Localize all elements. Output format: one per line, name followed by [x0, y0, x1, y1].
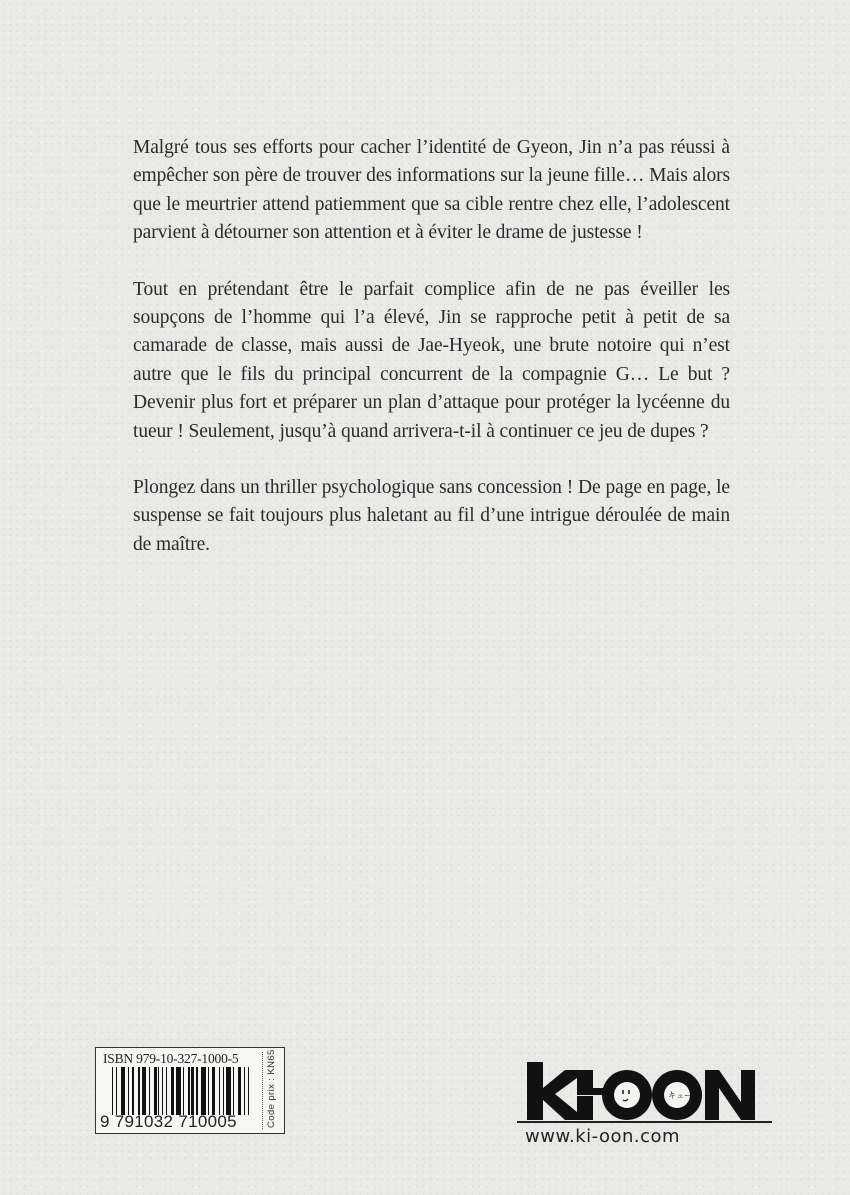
barcode-bar — [219, 1067, 220, 1115]
logo-badge: キューン — [668, 1091, 700, 1100]
barcode-bar — [223, 1067, 224, 1115]
barcode-bar — [116, 1067, 117, 1115]
blurb-paragraph: Tout en prétendant être le parfait complice afin de ne pas éveiller les soupçons de l’homme qui l’a élevé, Jin se rapproche petit à petit de sa camarade de classe, mais aussi de Jae-Hyeok, une brute notoire qui n’est autre que le fils du principal concurrent de la compagnie G… Le but ? Devenir plus fort et préparer un plan d’attaque pour protéger la lycéenne du tueur ! Seulement, jusqu’à quand arrivera-t-il à continuer ce jeu de dupes ? — [133, 278, 730, 442]
barcode-bar — [183, 1067, 184, 1115]
logo-underline — [517, 1121, 772, 1123]
isbn-label: ISBN 979-10-327-1000-5 — [103, 1051, 239, 1066]
ki-oon-logo-icon — [527, 1058, 767, 1124]
publisher-website[interactable]: www.ki-oon.com — [525, 1126, 681, 1147]
barcode-bar — [171, 1067, 174, 1115]
barcode-bar — [142, 1067, 146, 1115]
back-cover-blurb — [133, 134, 730, 587]
barcode-bar — [238, 1067, 241, 1115]
barcode-bar — [162, 1067, 163, 1115]
barcode-digits: 9 791032 710005 — [100, 1112, 237, 1131]
barcode-bar — [188, 1067, 189, 1115]
barcode-bar — [201, 1067, 205, 1115]
barcode-bar — [233, 1067, 234, 1115]
barcode-bar — [132, 1067, 135, 1115]
barcode-bar — [138, 1067, 139, 1115]
barcode-bar — [176, 1067, 180, 1115]
price-code: Code prix : KN65 — [266, 1049, 277, 1128]
blurb-paragraph: Plongez dans un thriller psychologique sans concession ! De page en page, le suspense se fait toujours plus haletant au fil d’une intrigue déroulée de main de maître. — [133, 477, 730, 555]
publisher-logo — [527, 1058, 767, 1128]
barcode-bar — [121, 1067, 125, 1115]
barcode-bar — [196, 1067, 197, 1115]
barcode-bar — [212, 1067, 215, 1115]
barcode-bar — [244, 1067, 245, 1115]
barcode-bar — [166, 1067, 167, 1115]
barcode-bar — [226, 1067, 230, 1115]
barcode-bar — [208, 1067, 209, 1115]
barcode-bars — [112, 1067, 257, 1115]
blurb-paragraph: Malgré tous ses efforts pour cacher l’identité de Gyeon, Jin n’a pas réussi à empêcher son père de trouver des informations sur la jeune fille… Mais alors que le meurtrier attend patiemment que sa cible rentre chez elle, l’adolescent parvient à détourner son attention et à éviter le drame de justesse ! — [133, 137, 730, 244]
barcode-bar — [149, 1067, 150, 1115]
barcode-bar — [191, 1067, 194, 1115]
price-code-separator — [262, 1052, 263, 1129]
barcode-bar — [154, 1067, 157, 1115]
barcode-bar — [112, 1067, 113, 1115]
barcode-bar — [128, 1067, 129, 1115]
barcode-bar — [158, 1067, 159, 1115]
barcode-bar — [248, 1067, 249, 1115]
isbn-barcode-box — [95, 1047, 285, 1134]
